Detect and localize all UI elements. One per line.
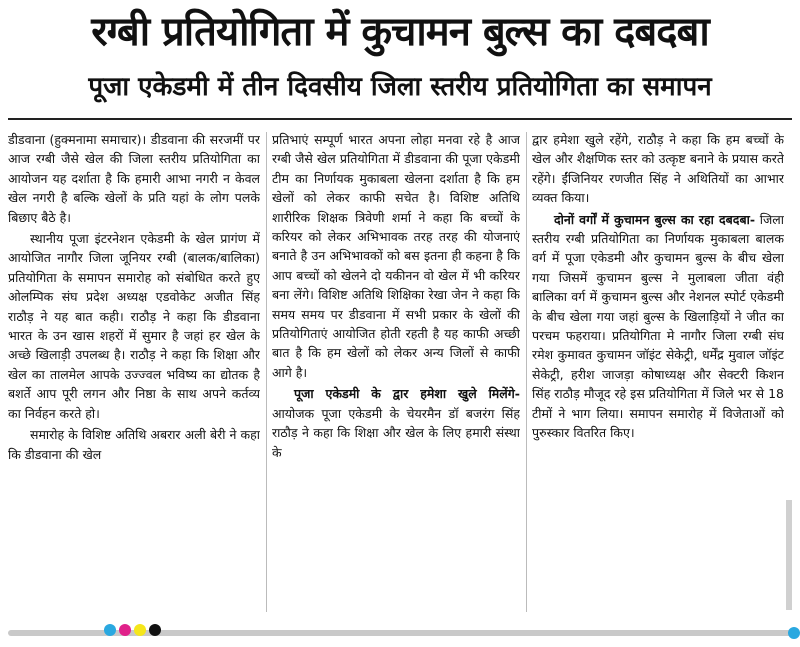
paragraph xyxy=(272,384,520,462)
subheading: पूजा एकेडमी के द्वार हमेशा खुले मिलेंगे- xyxy=(294,386,520,402)
paragraph: स्थानीय पूजा इंटरनेशन एकेडमी के खेल प्रागंण में आयोजित नागौर जिला जूनियर रग्बी (बालक/बालिका) प्रतियोगिता के समापन समारोह को संबोधित करते हुए ओलम्पिक संघ प्रदेश अध्यक्ष एडवोकेट अजीत सिंह राठौड़ ने यह बात कही। राठौड़ ने कहा कि डीडवाना भारत के उन खास शहरों में सुमार है जहां हर खेल के अच्छे खिलाड़ी उपलब्ध है। राठौड़ ने कहा कि शिक्षा और खेल का तालमेल आपके उज्ज्वल भविष्य का द्योतक है बशर्ते आप पूरी लगन और निष्ठा के साथ अपने कर्तव्य का निर्वहन करते हो। xyxy=(8,231,260,421)
article-column-3 xyxy=(532,130,784,616)
paragraph-text: आयोजक पूजा एकेडमी के चेयरमैन डॉ बजरंग सिंह राठौड़ ने कहा कि शिक्षा और खेल के लिए हमारी संस्था के xyxy=(272,405,520,460)
registration-dot-edge xyxy=(788,627,800,639)
registration-marks xyxy=(104,624,161,636)
article-column-1 xyxy=(8,130,260,616)
paragraph: समारोह के विशिष्ट अतिथि अबरार अली बेरी ने कहा कि डीडवाना की खेल xyxy=(8,427,260,462)
registration-dot-black xyxy=(149,624,161,636)
column-divider xyxy=(266,132,267,612)
paragraph xyxy=(532,210,784,443)
headline: रग्बी प्रतियोगिता में कुचामन बुल्स का दबदबा xyxy=(91,9,709,55)
paragraph: प्रतिभाएं सम्पूर्ण भारत अपना लोहा मनवा रहे है आज रग्बी जैसे खेल प्रतियोगिता में डीडवाना की पूजा एकेडमी टीम का निर्णायक मुकाबला खेलना दर्शाता है कि हम खेलों को लेकर काफी सचेत है। विशिष्ट अतिथि शारीरिक शिक्षक त्रिवेणी शर्मा ने कहा कि बच्चों के करियर को लेकर अभिभावक तरह तरह की योजनाएं बनाते है उन अभिभावकों को बस इतना ही कहना है कि आप बच्चों को खेलने दो यकीनन वो खेल में भी करियर बना लेंगे। विशिष्ट अतिथि शिक्षिका रेखा जेन ने कहा कि समय समय पर डीडवाना में सभी प्रकार के खेलों की प्रतियोगिताएं आयोजित होती रहती है यह काफी अच्छी बात है कि हम खेलों को लेकर अन्य जिलों से काफी आगे है। xyxy=(272,132,520,380)
page-edge-mark xyxy=(786,500,792,610)
registration-dot-magenta xyxy=(119,624,131,636)
subheadline: पूजा एकेडमी में तीन दिवसीय जिला स्तरीय प्रतियोगिता का समापन xyxy=(88,72,712,102)
article-column-2 xyxy=(272,130,520,616)
registration-dot-cyan xyxy=(104,624,116,636)
column-divider xyxy=(526,132,527,612)
registration-dot-yellow xyxy=(134,624,146,636)
paragraph: डीडवाना (हुक्मनामा समाचार)। डीडवाना की सरजमीं पर आज रग्बी जैसे खेल की जिला स्तरीय प्रतियोगिता का आयोजन यह दर्शाता है कि हमारी आभा नगरी न केवल खेल नगरी है बल्कि खेलों के प्रति यहां के लोग पलके बिछाए बैठे है। xyxy=(8,132,260,225)
headline-divider xyxy=(8,118,792,120)
subheading: दोनों वर्गों में कुचामन बुल्स का रहा दबदबा- xyxy=(554,211,756,227)
paragraph-text: जिला स्तरीय रग्बी प्रतियोगिता का निर्णायक मुकाबला बालक वर्ग में पूजा एकेडमी और कुचामन बुल्स के बीच खेला गया जिसमें कुचामन बुल्स ने मुलाबला जीता वंही बालिका वर्ग में कुचामन बुल्स और नेशनल स्पोर्ट एकेडमी के बीच खेला गया जहां बुल्स के खिलाड़ियों ने जीत का परचम फहराया। प्रतियोगिता मे नागौर जिला रग्बी संघ रमेश कुमावत कुचामन जॉइंट सेकेट्री, धर्मेंद्र मुवाल जॉइंट सेकेट्री, हरीश जाजड़ा कोषाध्यक्ष और सेक्टरी किशन सिंह राठौड़ मौजूद रहे इस प्रतियोगिता में जिले भर से 18 टीमों ने भाग लिया। समापन समारोह में विजेताओं को पुरुस्कार वितरित किए। xyxy=(532,211,784,441)
paragraph: द्वार हमेशा खुले रहेंगे, राठौड़ ने कहा कि हम बच्चों के खेल और शैक्षणिक स्तर को उत्कृष्ट बनाने के प्रयास करते रहेंगे। ईंजिनियर रणजीत सिंह ने अथितियों का आभार व्यक्त किया। xyxy=(532,132,784,206)
